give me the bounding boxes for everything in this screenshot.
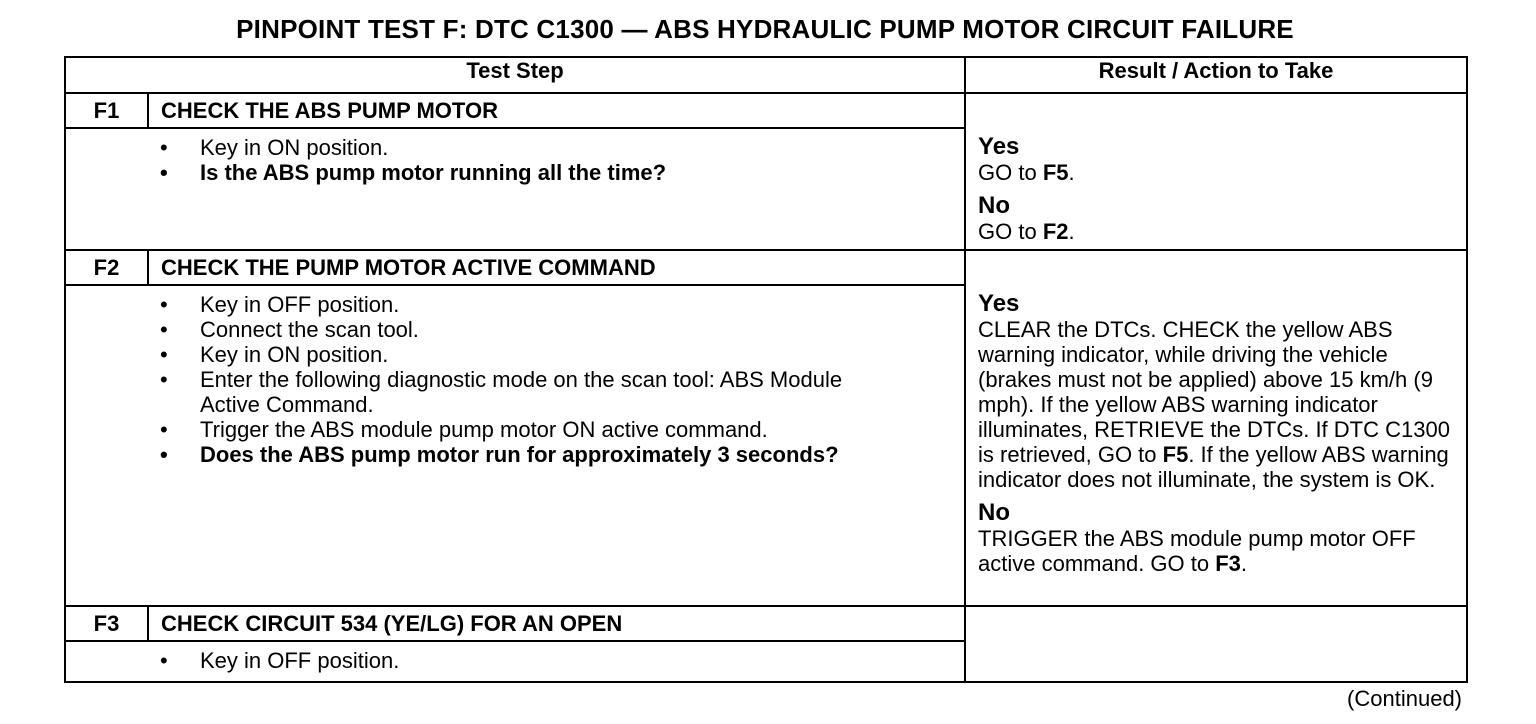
list-item: • Trigger the ABS module pump motor ON active command. xyxy=(200,417,964,442)
result-yes-label: Yes xyxy=(978,290,1020,317)
list-item: • Enter the following diagnostic mode on the scan tool: ABS Module Active Command. xyxy=(200,367,880,417)
step-body xyxy=(148,128,965,250)
step-result-f3 xyxy=(965,606,1467,682)
step-id: F1 xyxy=(65,93,148,128)
step-reference: F5 xyxy=(1042,160,1069,185)
step-result-f2 xyxy=(965,250,1467,606)
result-yes-text: GO to F5. xyxy=(978,160,1075,185)
step-row-f2 xyxy=(65,250,1467,285)
bullet-list xyxy=(148,292,964,467)
step-heading: CHECK THE PUMP MOTOR ACTIVE COMMAND xyxy=(148,250,965,285)
header-result: Result / Action to Take xyxy=(965,57,1467,93)
list-item: • Key in ON position. xyxy=(200,135,964,160)
step-heading: CHECK CIRCUIT 534 (YE/LG) FOR AN OPEN xyxy=(148,606,965,641)
list-item: • Connect the scan tool. xyxy=(200,317,964,342)
step-reference: F2 xyxy=(1042,219,1069,244)
step-id: F2 xyxy=(65,250,148,285)
header-test-step: Test Step xyxy=(65,57,965,93)
step-result-f1 xyxy=(965,93,1467,250)
step-row-f3 xyxy=(65,606,1467,641)
result-no-label: No xyxy=(978,499,1011,526)
step-reference: F5 xyxy=(1162,442,1189,467)
bullet-list xyxy=(148,648,964,673)
list-item: • Key in ON position. xyxy=(200,342,964,367)
result-no-text: TRIGGER the ABS module pump motor OFF active command. GO to F3. xyxy=(978,526,1416,576)
list-item: • Key in OFF position. xyxy=(200,648,964,673)
continued-note: (Continued) xyxy=(1347,686,1462,711)
step-body xyxy=(148,285,965,606)
bullet-list xyxy=(148,135,964,185)
list-item: • Is the ABS pump motor running all the time? xyxy=(200,160,964,185)
list-item: • Does the ABS pump motor run for approximately 3 seconds? xyxy=(200,442,860,467)
list-item: • Key in OFF position. xyxy=(200,292,964,317)
step-id: F3 xyxy=(65,606,148,641)
step-reference: F3 xyxy=(1215,551,1241,576)
step-heading: CHECK THE ABS PUMP MOTOR xyxy=(148,93,965,128)
table-header-row xyxy=(65,57,1467,93)
step-row-f1 xyxy=(65,93,1467,128)
page-title: PINPOINT TEST F: DTC C1300 — ABS HYDRAULIC PUMP MOTOR CIRCUIT FAILURE xyxy=(236,14,1294,44)
result-yes-label: Yes xyxy=(978,133,1020,160)
result-no-label: No xyxy=(978,192,1011,219)
pinpoint-test-table xyxy=(64,56,1468,683)
result-no-text: GO to F2. xyxy=(978,219,1075,244)
result-yes-text: CLEAR the DTCs. CHECK the yellow ABS warning indicator, while driving the vehicle (brakes must not be applied) above 15 km/h (9 mph). If the yellow ABS warning indicator illuminates, RETRIEVE the DTCs. If DTC C1300 is retrieved, GO to F5. If the yellow ABS warning indicator does not illuminate, the system is OK. xyxy=(978,317,1450,492)
step-body xyxy=(148,641,965,682)
